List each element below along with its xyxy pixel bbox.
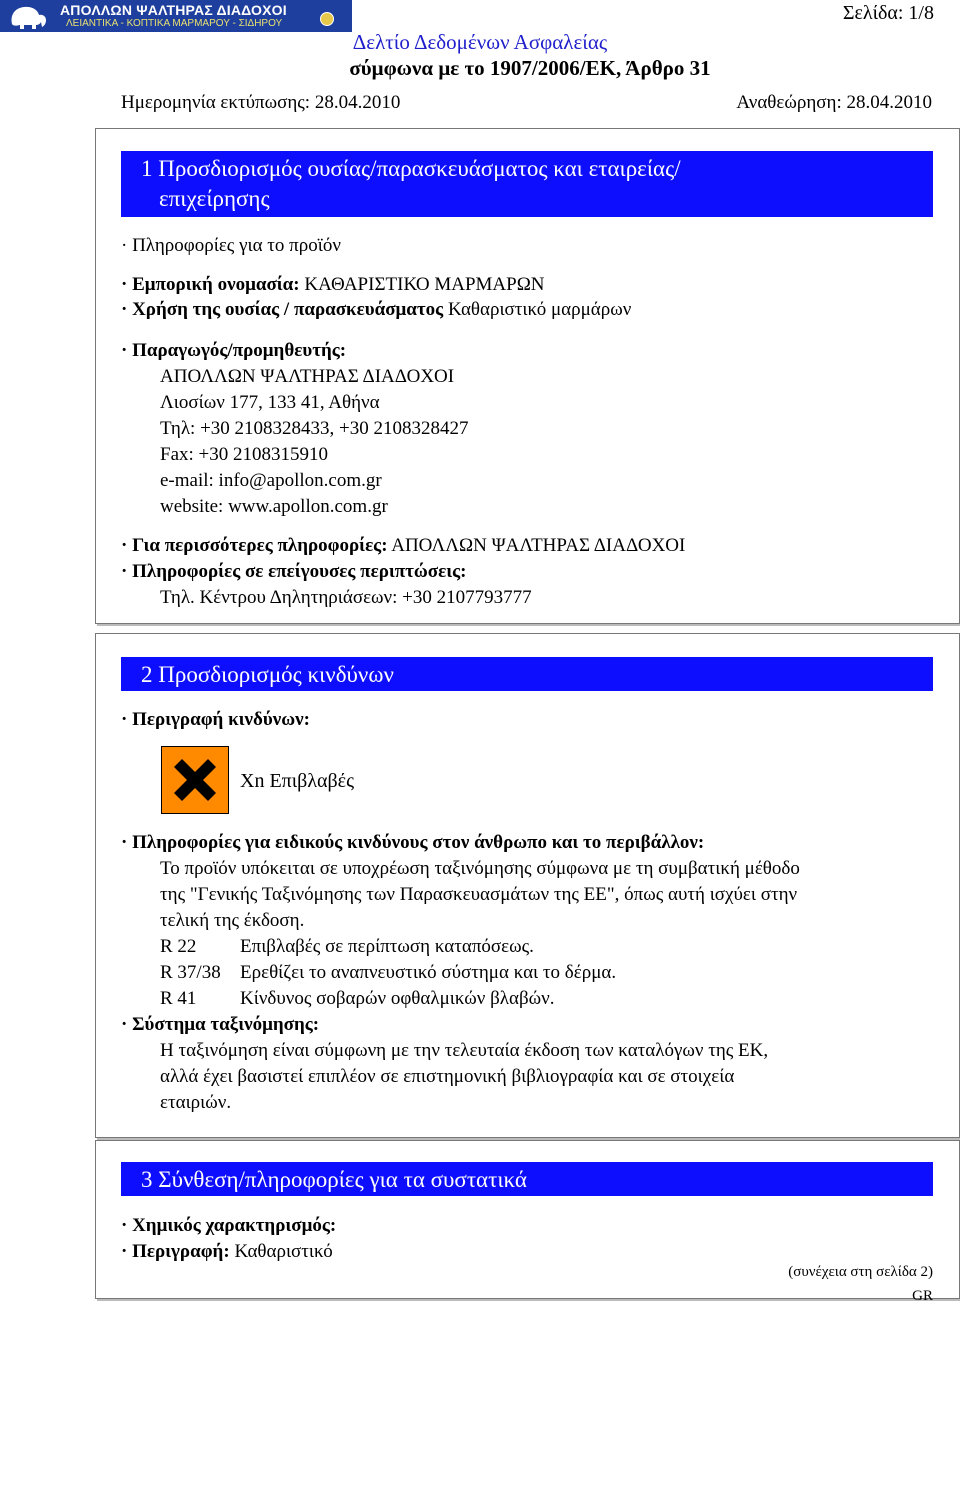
description-row xyxy=(121,1239,333,1265)
use-row xyxy=(121,297,631,323)
address-line: Τηλ: +30 2108328433, +30 2108328427 xyxy=(160,418,469,439)
section-1-heading-line1: 1 Προσδιορισμός ουσίας/παρασκευάσματος και εταιρείας/ xyxy=(141,156,681,181)
trade-name-value: ΚΑΘΑΡΙΣΤΙΚΟ ΜΑΡΜΑΡΩΝ xyxy=(304,274,545,295)
use-label: · Χρήση της ουσίας / παρασκευάσματος xyxy=(121,299,444,320)
cross-icon xyxy=(162,747,228,813)
logo-company-name: ΑΠΟΛΛΩΝ ΨΑΛΤΗΡΑΣ ΔΙΑΔΟΧΟΙ xyxy=(60,2,287,18)
r-phrase-code: R 41 xyxy=(160,988,197,1009)
page-number: Σελίδα: 1/8 xyxy=(842,2,934,24)
address-line: Fax: +30 2108315910 xyxy=(160,444,328,465)
description-value: Καθαριστικό xyxy=(234,1241,333,1262)
chem-characterization-label-text: · Χημικός χαρακτηρισμός: xyxy=(121,1215,337,1236)
chem-characterization-label xyxy=(121,1213,336,1239)
classification-system-text: αλλά έχει βασιστεί επιπλέον σε επιστημονική βιβλιογραφία και σε στοιχεία xyxy=(160,1066,735,1087)
r-phrase-row xyxy=(160,934,534,960)
language-code: GR xyxy=(912,1288,933,1304)
r-phrase-text: Ερεθίζει το αναπνευστικό σύστημα και το δέρμα. xyxy=(240,962,617,983)
address-line: Λιοσίων 177, 133 41, Αθήνα xyxy=(160,392,380,413)
hazard-symbol-label: Xn Επιβλαβές xyxy=(240,770,354,792)
special-hazards-text: τελική της έκδοση. xyxy=(160,910,305,931)
email-line: e-mail: info@apollon.com.gr xyxy=(160,470,382,491)
r-phrase-text: Κίνδυνος σοβαρών οφθαλμικών βλαβών. xyxy=(240,988,555,1009)
trade-name-row xyxy=(121,272,545,298)
emergency-label-text: · Πληροφορίες σε επείγουσες περιπτώσεις: xyxy=(121,561,467,582)
revision-date: Αναθεώρηση: 28.04.2010 xyxy=(736,92,932,113)
r-phrase-row xyxy=(160,986,554,1012)
classification-system-text: εταιριών. xyxy=(160,1092,232,1113)
use-value: Καθαριστικό μαρμάρων xyxy=(447,299,632,320)
company-logo-banner xyxy=(0,0,352,32)
more-info-label: · Για περισσότερες πληροφορίες: xyxy=(121,535,388,556)
emergency-value: Τηλ. Κέντρου Δηλητηριάσεων: +30 2107793777 xyxy=(160,587,532,608)
continued-note: (συνέχεια στη σελίδα 2) xyxy=(788,1264,933,1280)
section-2-heading: 2 Προσδιορισμός κινδύνων xyxy=(121,657,933,691)
description-label: · Περιγραφή: xyxy=(121,1241,230,1262)
r-phrase-code: R 37/38 xyxy=(160,962,221,983)
emergency-label xyxy=(121,559,467,585)
print-date: Ημερομηνία εκτύπωσης: 28.04.2010 xyxy=(121,92,401,113)
special-hazards-label xyxy=(121,830,704,856)
classification-system-label-text: · Σύστημα ταξινόμησης: xyxy=(121,1014,320,1035)
trade-name-label: · Εμπορική ονομασία: xyxy=(121,274,300,295)
address-line: ΑΠΟΛΛΩΝ ΨΑΛΤΗΡΑΣ ΔΙΑΔΟΧΟΙ xyxy=(160,366,455,387)
r-phrase-row xyxy=(160,960,616,986)
logo-tagline: ΛΕΙΑΝΤΙΚΑ - ΚΟΠΤΙΚΑ ΜΑΡΜΑΡΟΥ - ΣΙΔΗΡΟΥ xyxy=(66,18,283,29)
hazard-desc-label xyxy=(121,707,310,733)
document-subtitle: σύμφωνα με το 1907/2006/ΕΚ, Άρθρο 31 xyxy=(349,56,711,80)
classification-system-text: Η ταξινόμηση είναι σύμφωνη με την τελευταία έκδοση των καταλόγων της ΕΚ, xyxy=(160,1040,769,1061)
r-phrase-code: R 22 xyxy=(160,936,197,957)
section-1-heading-line2: επιχείρησης xyxy=(159,186,270,211)
harmful-hazard-icon xyxy=(161,746,229,814)
special-hazards-text: Το προϊόν υπόκειται σε υποχρέωση ταξινόμησης σύμφωνα με τη συμβατική μέθοδο xyxy=(160,858,800,879)
document-title: Δελτίο Δεδομένων Ασφαλείας xyxy=(352,30,608,54)
producer-label xyxy=(121,338,346,364)
logo-seal-icon xyxy=(320,12,334,26)
classification-system-label xyxy=(121,1012,319,1038)
r-phrase-text: Επιβλαβές σε περίπτωση καταπόσεως. xyxy=(240,936,534,957)
special-hazards-label-text: · Πληροφορίες για ειδικούς κινδύνους στον άνθρωπο και το περιβάλλον: xyxy=(121,832,705,853)
hazard-desc-label-text: · Περιγραφή κινδύνων: xyxy=(121,709,310,730)
section-3-heading: 3 Σύνθεση/πληροφορίες για τα συστατικά xyxy=(121,1162,933,1196)
producer-label-text: · Παραγωγός/προμηθευτής: xyxy=(121,340,347,361)
special-hazards-text: της "Γενικής Ταξινόμησης των Παρασκευασμάτων της ΕΕ", όπως αυτή ισχύει στην xyxy=(160,884,798,905)
section-1-heading xyxy=(121,151,933,217)
more-info-value: ΑΠΟΛΛΩΝ ΨΑΛΤΗΡΑΣ ΔΙΑΔΟΧΟΙ xyxy=(391,535,686,556)
elephant-logo-icon xyxy=(6,2,52,30)
more-info-row xyxy=(121,533,685,559)
product-info-label: · Πληροφορίες για το προϊόν xyxy=(121,235,341,256)
website-line: website: www.apollon.com.gr xyxy=(160,496,388,517)
